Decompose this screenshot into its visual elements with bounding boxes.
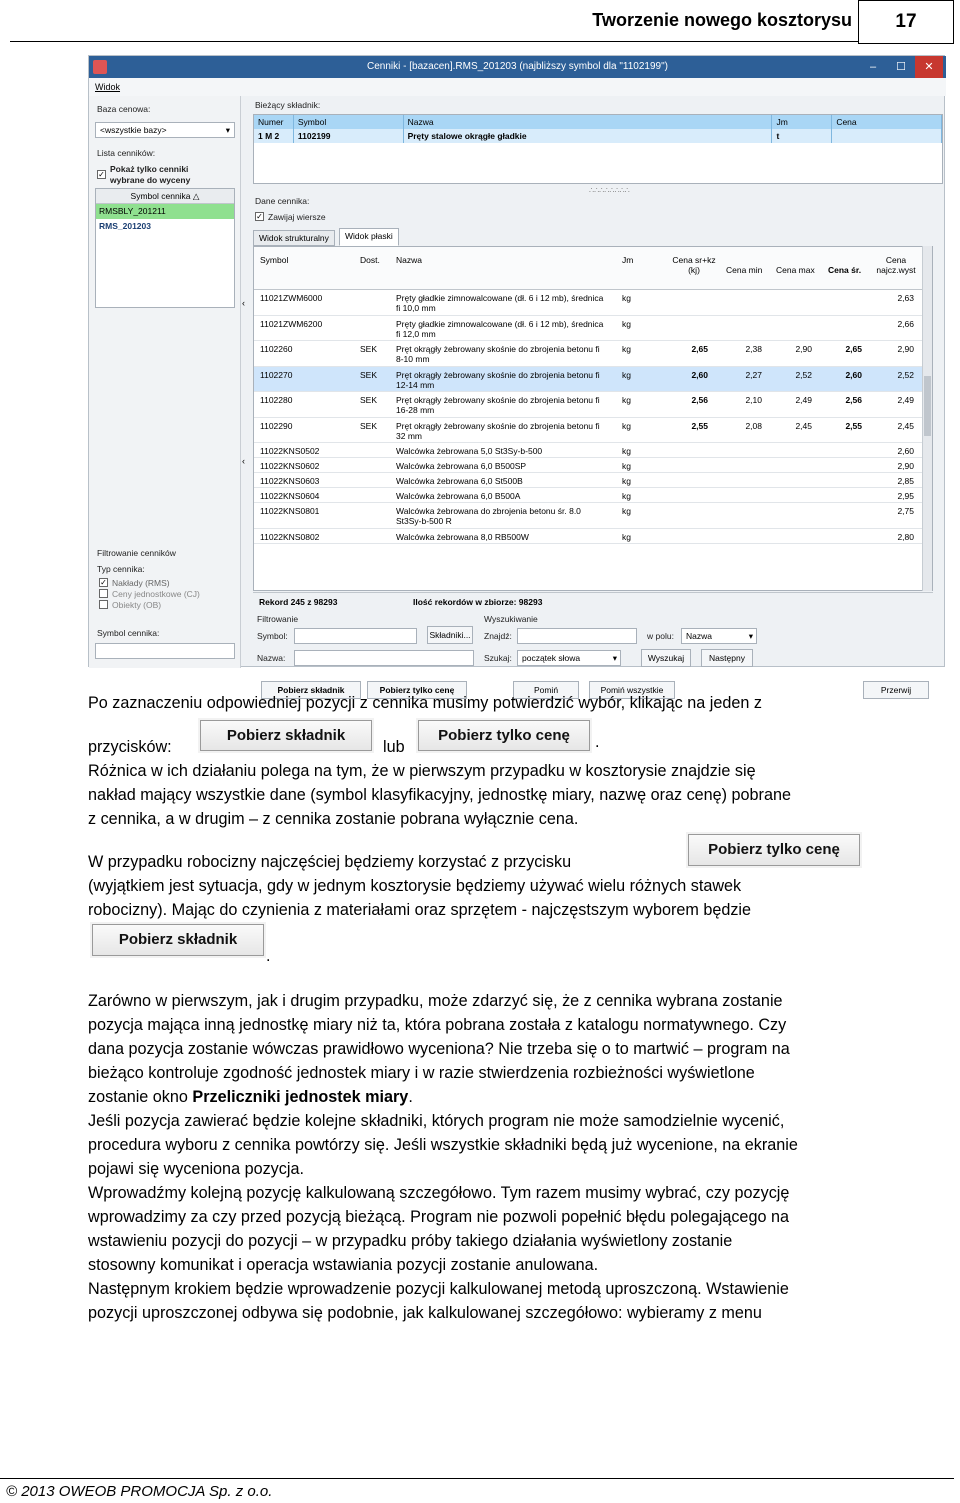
biezacy-header (254, 115, 942, 129)
typ-label: Typ cennika: (97, 564, 145, 574)
cell-jm: kg (622, 318, 631, 329)
table-row[interactable] (254, 316, 932, 342)
typ-option-cj: Ceny jednostkowe (CJ) (112, 589, 200, 599)
cell-cena-najcz: 2,85 (897, 476, 914, 486)
table-row[interactable] (254, 392, 932, 418)
wpolu-label: w polu: (647, 631, 674, 641)
pomin-button[interactable]: Pomiń (513, 681, 579, 699)
col-symbol[interactable]: Symbol (260, 255, 289, 265)
cell-cena-najcz: 2,45 (897, 420, 914, 431)
cell-cena-kj: 2,55 (691, 420, 708, 431)
table-row[interactable] (254, 529, 932, 544)
p1-przyciskow: przycisków: (88, 738, 172, 756)
list-item[interactable]: RMSBLY_201211 (96, 204, 234, 219)
collapse-left-icon-2[interactable]: ‹ (242, 456, 245, 466)
znajdz-label: Znajdź: (484, 631, 512, 641)
wyszukaj-button[interactable]: Wyszukaj (641, 649, 691, 667)
cell-nazwa: Pręt okrągły żebrowany skośnie do zbrojenia betonu fi (396, 369, 600, 380)
symbol-filter-input[interactable] (294, 628, 417, 644)
chevron-down-icon: ▾ (612, 653, 617, 663)
wpolu-value: Nazwa (686, 631, 712, 641)
p5-line1: Jeśli pozycja zawierać będzie kolejne składniki, których program nie może samodzielnie wycenić, (88, 1112, 785, 1130)
cell-cena-min: 2,38 (745, 344, 762, 354)
cell-nazwa: Pręty gładkie zimnowalcowane (dł. 6 i 12 mb), średnica (396, 293, 604, 303)
biezacy-grid (253, 114, 943, 184)
cell-cena-najcz: 2,63 (897, 293, 914, 303)
cell-jm: kg (622, 293, 631, 303)
biezacy-symbol: 1102199 (294, 129, 404, 143)
zawijaj-checkbox[interactable]: ✓ (256, 212, 263, 221)
ilosc-text: Ilość rekordów w zbiorze: 98293 (413, 597, 543, 607)
lista-label: Lista cenników: (97, 148, 156, 158)
cell-nazwa: Walcówka żebrowana 6,0 B500A (396, 491, 521, 501)
splitter-icon[interactable]: ∴∴∴∴∴∴∴∴ (589, 186, 630, 195)
table-row[interactable] (254, 443, 932, 458)
cell-dost: SEK (360, 395, 378, 405)
szukaj-value: początek słowa (522, 653, 581, 663)
cell-symbol: 1102280 (260, 395, 293, 405)
table-row[interactable] (254, 418, 932, 444)
table-row[interactable] (254, 458, 932, 473)
cell-cena-max: 2,90 (795, 344, 812, 354)
cell-nazwa-line2: St3Sy-b-500 R (396, 516, 452, 526)
pokaz-label-2: wybrane do wyceny (110, 175, 191, 185)
cell-nazwa: Pręt okrągły żebrowany skośnie do zbrojenia betonu fi (396, 344, 600, 354)
cell-nazwa: Pręty gładkie zimnowalcowane (dł. 6 i 12 mb), średnica (396, 318, 604, 329)
typ-checkbox-ob[interactable] (99, 600, 108, 609)
cell-symbol: 11022KNS0602 (260, 461, 320, 471)
filtrowanie-label: Filtrowanie (257, 614, 299, 624)
cell-symbol: 1102260 (260, 344, 293, 354)
window-title: Cenniki - [bazacen].RMS_201203 (najbliższy symbol dla "1102199") (367, 61, 668, 72)
cell-symbol: 11022KNS0603 (260, 476, 320, 486)
p5-line6: wstawieniu pozycji do pozycji – w przypadku próby takiego działania wyświetlony zostanie (88, 1232, 733, 1250)
cell-nazwa: Walcówka żebrowana 6,0 St500B (396, 476, 523, 486)
app-icon (93, 60, 107, 74)
cell-cena-najcz: 2,90 (897, 344, 914, 354)
pomin-wszystkie-button[interactable]: Pomiń wszystkie (589, 681, 675, 699)
typ-option-ob: Obiekty (OB) (112, 600, 162, 610)
cell-nazwa: Walcówka żebrowana do zbrojenia betonu śr. 8.0 (396, 506, 581, 516)
cennik-grid-body (254, 290, 932, 544)
cell-nazwa-line2: fi 10,0 mm (396, 303, 436, 313)
chevron-down-icon: ▾ (225, 125, 230, 135)
p4-last-bold: Przeliczniki jednostek miary (192, 1088, 409, 1106)
p5-line8: Następnym krokiem będzie wprowadzenie pozycji kalkulowanej metodą uproszczoną. Wstawienie (88, 1280, 789, 1298)
page-number: 17 (858, 0, 954, 44)
p5-line9: pozycji uproszczonej odbywa się podobnie, jak kalkulowanej szczegółowo: wybieramy z menu (88, 1304, 762, 1322)
col-symbol[interactable]: Symbol (294, 115, 404, 129)
wyszukiwanie-label: Wyszukiwanie (484, 614, 538, 624)
cell-cena-kj: 2,65 (691, 344, 708, 354)
cell-cena-sr: 2,60 (845, 369, 862, 380)
symbol-cennika-input[interactable] (95, 643, 235, 659)
cell-cena-sr: 2,65 (845, 344, 862, 354)
p4-line1: Zarówno w pierwszym, jak i drugim przypadku, może zdarzyć się, że z cennika wybrana zostanie (88, 992, 783, 1010)
col-cena-kj[interactable]: Cena sr+kz (kj) (672, 255, 716, 275)
p1-line1: Po zaznaczeniu odpowiedniej pozycji z cennika musimy potwierdzić wybór, klikając na jeden z (88, 694, 762, 712)
cell-nazwa-line2: 12-14 mm (396, 379, 435, 390)
cell-jm: kg (622, 369, 631, 380)
cell-cena-najcz: 2,75 (897, 506, 914, 516)
list-item[interactable]: RMS_201203 (99, 221, 151, 231)
przerwij-button[interactable]: Przerwij (863, 681, 929, 699)
typ-checkbox-rms[interactable]: ✓ (100, 578, 107, 587)
cell-symbol: 11021ZWM6000 (260, 293, 323, 303)
col-nazwa[interactable]: Nazwa (404, 115, 773, 129)
inline-pobierz-skladnik-button-2: Pobierz składnik (92, 924, 264, 956)
p4-line2: pozycja mająca inną jednostkę miary niż ta, która pobrana została z katalogu normatywnego. Czy (88, 1016, 787, 1034)
p2-line1: Różnica w ich działaniu polega na tym, że w pierwszym przypadku w kosztorysie znajdzie się (88, 762, 756, 780)
p5-line7: stosowny komunikat i operacja wstawiania pozycji zostanie anulowana. (88, 1256, 599, 1274)
cell-jm: kg (622, 344, 631, 354)
footer-copyright: © 2013 OWEOB PROMOCJA Sp. z o.o. (6, 1483, 273, 1500)
tab-widok-strukturalny[interactable]: Widok strukturalny (253, 230, 335, 246)
symbol-cennika-label: Symbol cennika: (97, 628, 160, 638)
p4-last-pre: zostanie okno (88, 1088, 193, 1106)
baza-select-value: <wszystkie bazy> (100, 125, 167, 135)
biezacy-row[interactable] (254, 129, 942, 143)
table-row[interactable] (254, 503, 932, 529)
col-cena-sr[interactable]: Cena śr. (828, 265, 862, 275)
p5-line3: pojawi się wyceniona pozycja. (88, 1160, 304, 1178)
biezacy-numer: 1 M 2 (254, 129, 294, 143)
cell-jm: kg (622, 395, 631, 405)
p5-line4: Wprowadźmy kolejną pozycję kalkulowaną szczegółowo. Tym razem musimy wybrać, czy pozycję (88, 1184, 790, 1202)
wpolu-select[interactable] (681, 628, 757, 644)
cell-cena-najcz: 2,66 (897, 318, 914, 329)
menu-widok[interactable]: Widok (95, 82, 121, 92)
inline-pobierz-tylko-cene-button: Pobierz tylko cenę (418, 720, 590, 751)
p3-line1: W przypadku robocizny najczęściej będziemy korzystać z przycisku (88, 853, 572, 871)
cell-cena-najcz: 2,49 (897, 395, 914, 405)
cell-nazwa: Pręt okrągły żebrowany skośnie do zbrojenia betonu fi (396, 395, 600, 405)
cennik-list-header-label: Symbol cennika (130, 191, 191, 201)
col-nazwa[interactable]: Nazwa (396, 255, 422, 265)
pokaz-checkbox[interactable]: ✓ (98, 170, 105, 179)
nazwa-filter-input[interactable] (294, 650, 474, 666)
cell-dost: SEK (360, 344, 378, 354)
cenniki-window-screenshot (88, 55, 945, 695)
pobierz-tylko-cene-button[interactable]: Pobierz tylko cenę (367, 681, 467, 699)
window-titlebar (89, 56, 946, 78)
cell-symbol: 11022KNS0802 (260, 531, 320, 542)
p3-dot: . (266, 947, 271, 965)
cell-jm: kg (622, 491, 631, 501)
inline-pobierz-tylko-cene-button-2: Pobierz tylko cenę (688, 834, 860, 866)
p5-line5: wprowadzimy za czy przed pozycją bieżącą. Program nie pozwoli popełnić błędu polegającego na (88, 1208, 789, 1226)
biezacy-jm: t (772, 129, 832, 143)
cell-nazwa: Walcówka żebrowana 5,0 St3Sy-b-500 (396, 446, 543, 456)
table-row[interactable] (254, 488, 932, 503)
close-icon[interactable]: ✕ (915, 56, 943, 78)
cell-nazwa-line2: 32 mm (396, 430, 422, 441)
col-dost[interactable]: Dost. (360, 255, 380, 265)
p4-last-post: . (408, 1088, 413, 1106)
cennik-grid (253, 246, 933, 591)
cell-cena-najcz: 2,60 (897, 446, 914, 456)
p3-line2: (wyjątkiem jest sytuacja, gdy w jednym kosztorysie będziemy używać wielu różnych stawek (88, 877, 742, 895)
tab-widok-plaski[interactable]: Widok płaski (339, 228, 399, 246)
grid-footer (253, 592, 933, 610)
col-numer[interactable]: Numer (254, 115, 294, 129)
cennik-list-header[interactable] (96, 189, 234, 204)
p4-line5 (88, 1085, 413, 1109)
cell-symbol: 11022KNS0604 (260, 491, 320, 501)
col-cena[interactable]: Cena (832, 115, 942, 129)
grid-scrollbar[interactable] (922, 246, 932, 591)
cell-cena-najcz: 2,80 (897, 531, 914, 542)
p2-line2: nakład mający wszystkie dane (symbol klasyfikacyjny, jednostkę miary, nazwę oraz cenę) pobrane (88, 786, 791, 804)
typ-checkbox-cj[interactable] (99, 589, 108, 598)
p1-dot: . (595, 733, 600, 751)
p4-line3: dana pozycja zostanie wówczas prawidłowo wyceniona? Nie trzeba się o to martwić – program na (88, 1040, 790, 1058)
cell-jm: kg (622, 531, 631, 542)
cell-jm: kg (622, 420, 631, 431)
biezacy-cena (832, 129, 942, 143)
baza-label: Baza cenowa: (97, 104, 151, 114)
cennik-grid-header (254, 247, 932, 290)
baza-select[interactable] (95, 122, 235, 138)
cell-nazwa: Walcówka żebrowana 6,0 B500SP (396, 461, 527, 471)
maximize-icon[interactable]: ☐ (896, 61, 906, 73)
inline-pobierz-skladnik-button: Pobierz składnik (200, 720, 372, 751)
chevron-down-icon: ▾ (748, 631, 753, 641)
cell-nazwa: Walcówka żebrowana 8,0 RB500W (396, 531, 529, 542)
cell-jm: kg (622, 446, 631, 456)
footer-rule (0, 1478, 954, 1479)
p3-line3: robocizny). Mając do czynienia z materiałami oraz sprzętem - najczęstszym wyborem będzie (88, 901, 752, 919)
nastepny-button[interactable]: Następny (701, 649, 753, 667)
table-row[interactable] (254, 290, 932, 316)
cell-nazwa-line2: fi 12,0 mm (396, 328, 436, 339)
cell-symbol: 11022KNS0801 (260, 506, 320, 516)
collapse-left-icon[interactable]: ‹ (242, 298, 245, 308)
col-jm[interactable]: Jm (772, 115, 832, 129)
cell-symbol: 1102270 (260, 369, 293, 380)
minimize-icon[interactable]: – (869, 61, 877, 73)
cell-dost: SEK (360, 420, 378, 431)
col-jm[interactable]: Jm (622, 255, 634, 265)
nazwa-filter-label: Nazwa: (257, 653, 286, 663)
cell-symbol: 11021ZWM6200 (260, 318, 323, 329)
szukaj-label: Szukaj: (484, 653, 512, 663)
table-row[interactable] (254, 341, 932, 367)
typ-option-rms: Nakłady (RMS) (112, 578, 170, 588)
cell-cena-sr: 2,56 (845, 395, 862, 405)
cell-jm: kg (622, 461, 631, 471)
sort-icon: △ (192, 191, 200, 201)
grid-scrollbar-thumb[interactable] (924, 376, 931, 436)
pokaz-label-1: Pokaż tylko cenniki (110, 164, 189, 174)
table-row[interactable] (254, 367, 932, 393)
cell-cena-kj: 2,60 (691, 369, 708, 380)
skladniki-button[interactable]: Składniki... (427, 626, 473, 644)
cell-symbol: 1102290 (260, 420, 293, 431)
znajdz-input[interactable] (517, 628, 637, 644)
cennik-list (95, 188, 235, 308)
cell-nazwa-line2: 8-10 mm (396, 354, 430, 364)
cell-cena-max: 2,45 (795, 420, 812, 431)
symbol-filter-label: Symbol: (257, 631, 288, 641)
cell-cena-min: 2,10 (745, 395, 762, 405)
page-header-title: Tworzenie nowego kosztorysu (10, 0, 858, 42)
p5-line2: procedura wyboru z cennika powtórzy się. Jeśli wszystkie składniki będą już wycenione, na ekranie (88, 1136, 798, 1154)
cell-cena-najcz: 2,95 (897, 491, 914, 501)
cell-cena-sr: 2,55 (845, 420, 862, 431)
cell-cena-min: 2,08 (745, 420, 762, 431)
biezacy-nazwa: Pręty stalowe okrągłe gładkie (404, 129, 773, 143)
p2-line3: z cennika, a w drugim – z cennika zostanie pobrana wyłącznie cena. (88, 810, 579, 828)
p4-line4: bieżąco kontroluje zgodność jednostek miary i w razie stwierdzenia rozbieżności wyświetlone (88, 1064, 755, 1082)
main-panel (249, 96, 946, 695)
col-cena-max[interactable]: Cena max (776, 265, 815, 275)
cell-cena-kj: 2,56 (691, 395, 708, 405)
cell-cena-najcz: 2,90 (897, 461, 914, 471)
cell-cena-min: 2,27 (745, 369, 762, 380)
filtr-label: Filtrowanie cenników (97, 548, 176, 558)
dane-label: Dane cennika: (255, 196, 310, 206)
biezacy-label: Bieżący składnik: (255, 100, 321, 110)
col-cena-min[interactable]: Cena min (726, 265, 763, 275)
cell-nazwa: Pręt okrągły żebrowany skośnie do zbrojenia betonu fi (396, 420, 600, 431)
cell-jm: kg (622, 476, 631, 486)
cell-dost: SEK (360, 369, 378, 380)
cell-jm: kg (622, 506, 631, 516)
pobierz-skladnik-button[interactable]: Pobierz składnik (261, 681, 361, 699)
table-row[interactable] (254, 473, 932, 488)
cell-symbol: 11022KNS0502 (260, 446, 320, 456)
cell-nazwa-line2: 16-28 mm (396, 405, 435, 415)
cell-cena-max: 2,52 (795, 369, 812, 380)
left-panel (89, 96, 241, 668)
rekord-text: Rekord 245 z 98293 (259, 597, 338, 607)
menubar (89, 78, 946, 96)
zawijaj-label: Zawijaj wiersze (268, 212, 326, 222)
szukaj-select[interactable] (517, 650, 621, 666)
p1-lub: lub (383, 738, 405, 756)
cell-cena-najcz: 2,52 (897, 369, 914, 380)
col-cena-najcz[interactable]: Cena najcz.wyst (876, 255, 916, 275)
cell-cena-max: 2,49 (795, 395, 812, 405)
